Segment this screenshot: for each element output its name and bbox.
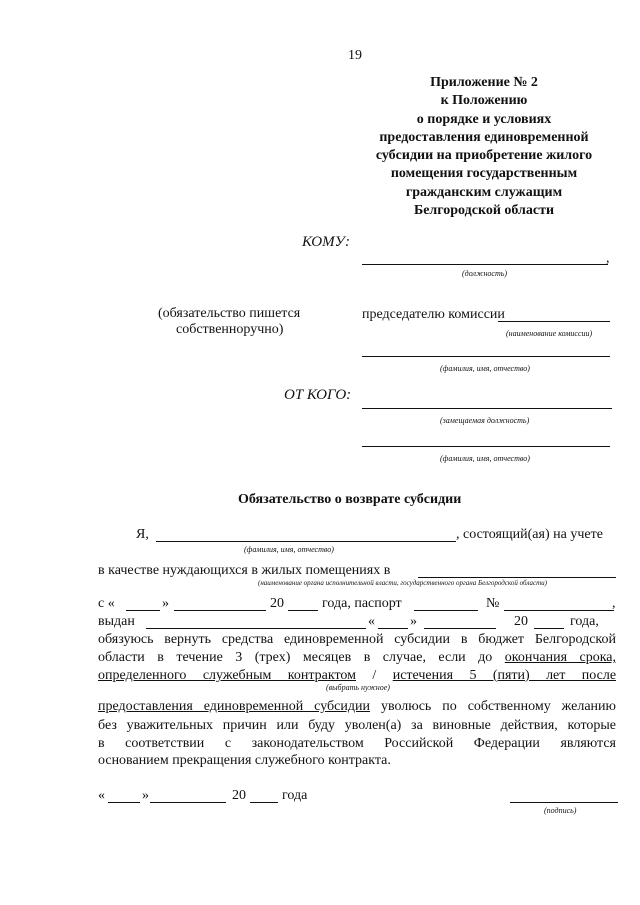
issued-year-line [534, 628, 564, 629]
footer-year-prefix: 20 [232, 788, 246, 803]
to-position-comma: , [606, 251, 610, 266]
to-name-caption: (фамилия, имя, отчество) [440, 364, 530, 373]
body-line-g: основанием прекращения служебного контракта. [98, 753, 391, 768]
authority-line [418, 577, 616, 578]
issued-year-suffix: года, [570, 614, 599, 629]
to-name-line [362, 356, 610, 357]
appendix-line: предоставления единовременной [379, 129, 589, 145]
passport-number-line [504, 610, 614, 611]
commission-caption: (наименование комиссии) [506, 329, 593, 338]
issued-by-line [146, 628, 366, 629]
from-date-open: с « [98, 596, 115, 611]
text-i: Я, [136, 527, 149, 542]
choose-caption: (выбрать нужное) [326, 683, 390, 692]
footer-year-line [250, 802, 278, 803]
body-line-c: определенного служебным контрактом / истечения 5 (пяти) лет после [98, 668, 617, 683]
chair-text: председателю комиссии [362, 307, 505, 322]
page-number: 19 [348, 48, 362, 63]
handwritten-note-line1: (обязательство пишется [158, 306, 301, 321]
passport-series-line [414, 610, 478, 611]
appendix-line: о порядке и условиях [416, 111, 552, 127]
appendix-line: субсидии на приобретение жилого [375, 148, 593, 164]
to-position-line [362, 264, 608, 265]
to-label: КОМУ: [302, 234, 351, 250]
body-line-f: в соответствии с законодательством Российской Федерации являются [98, 736, 616, 751]
handwritten-note-line2: собственноручно) [176, 322, 284, 337]
from-year-line [288, 610, 318, 611]
number-sign: № [486, 596, 500, 611]
text-registered: , состоящий(ая) на учете [456, 527, 603, 542]
passport-comma: , [612, 596, 616, 611]
from-day-line [126, 610, 160, 611]
appendix-line: помещения государственным [390, 166, 578, 182]
body-line-b: области в течение 3 (трех) месяцев в случае, если до окончания срока, [98, 650, 617, 665]
body-line-e: без уважительных причин или буду уволен(а) за виновные действия, которые [98, 718, 616, 733]
appendix-header [358, 74, 610, 220]
from-position-caption: (замещаемая должность) [440, 416, 530, 425]
footer-date-open: « [98, 788, 105, 803]
signature-caption: (подпись) [544, 806, 577, 815]
signature-line [510, 802, 618, 803]
from-name-caption: (фамилия, имя, отчество) [440, 454, 530, 463]
issued-date-close: » [410, 614, 417, 629]
issued-month-line [424, 628, 496, 629]
appendix-line: гражданским служащим [405, 184, 563, 200]
from-position-line [362, 408, 612, 409]
footer-date-close: » [142, 788, 149, 803]
issued-text: выдан [98, 614, 135, 629]
body-line-a: обязуюсь вернуть средства единовременной субсидии в бюджет Белгородской [98, 632, 616, 647]
appendix-line: Приложение № 2 [430, 75, 538, 90]
text-in-need: в качестве нуждающихся в жилых помещениях в [98, 563, 391, 578]
footer-day-line [108, 802, 140, 803]
fio-line [156, 541, 456, 542]
issued-day-line [378, 628, 408, 629]
from-date-close: » [162, 596, 169, 611]
from-year-prefix: 20 [270, 596, 284, 611]
from-name-line [362, 446, 610, 447]
fio-caption: (фамилия, имя, отчество) [244, 545, 334, 554]
footer-month-line [150, 802, 226, 803]
authority-caption: (наименование органа исполнительной власти, государственного органа Белгородской области) [258, 579, 548, 587]
footer-year-word: года [282, 788, 308, 803]
body-line-d: предоставления единовременной субсидии уволюсь по собственному желанию [98, 699, 617, 714]
document-title: Обязательство о возврате субсидии [238, 492, 462, 507]
commission-line [498, 321, 610, 322]
issued-year-prefix: 20 [514, 614, 528, 629]
from-month-line [174, 610, 266, 611]
issued-date-open: « [368, 614, 375, 629]
appendix-line: Белгородской области [413, 203, 555, 219]
to-position-caption: (должность) [462, 269, 508, 278]
from-label: ОТ КОГО: [284, 387, 352, 403]
appendix-line: к Положению [440, 93, 528, 109]
passport-text: года, паспорт [322, 596, 402, 611]
